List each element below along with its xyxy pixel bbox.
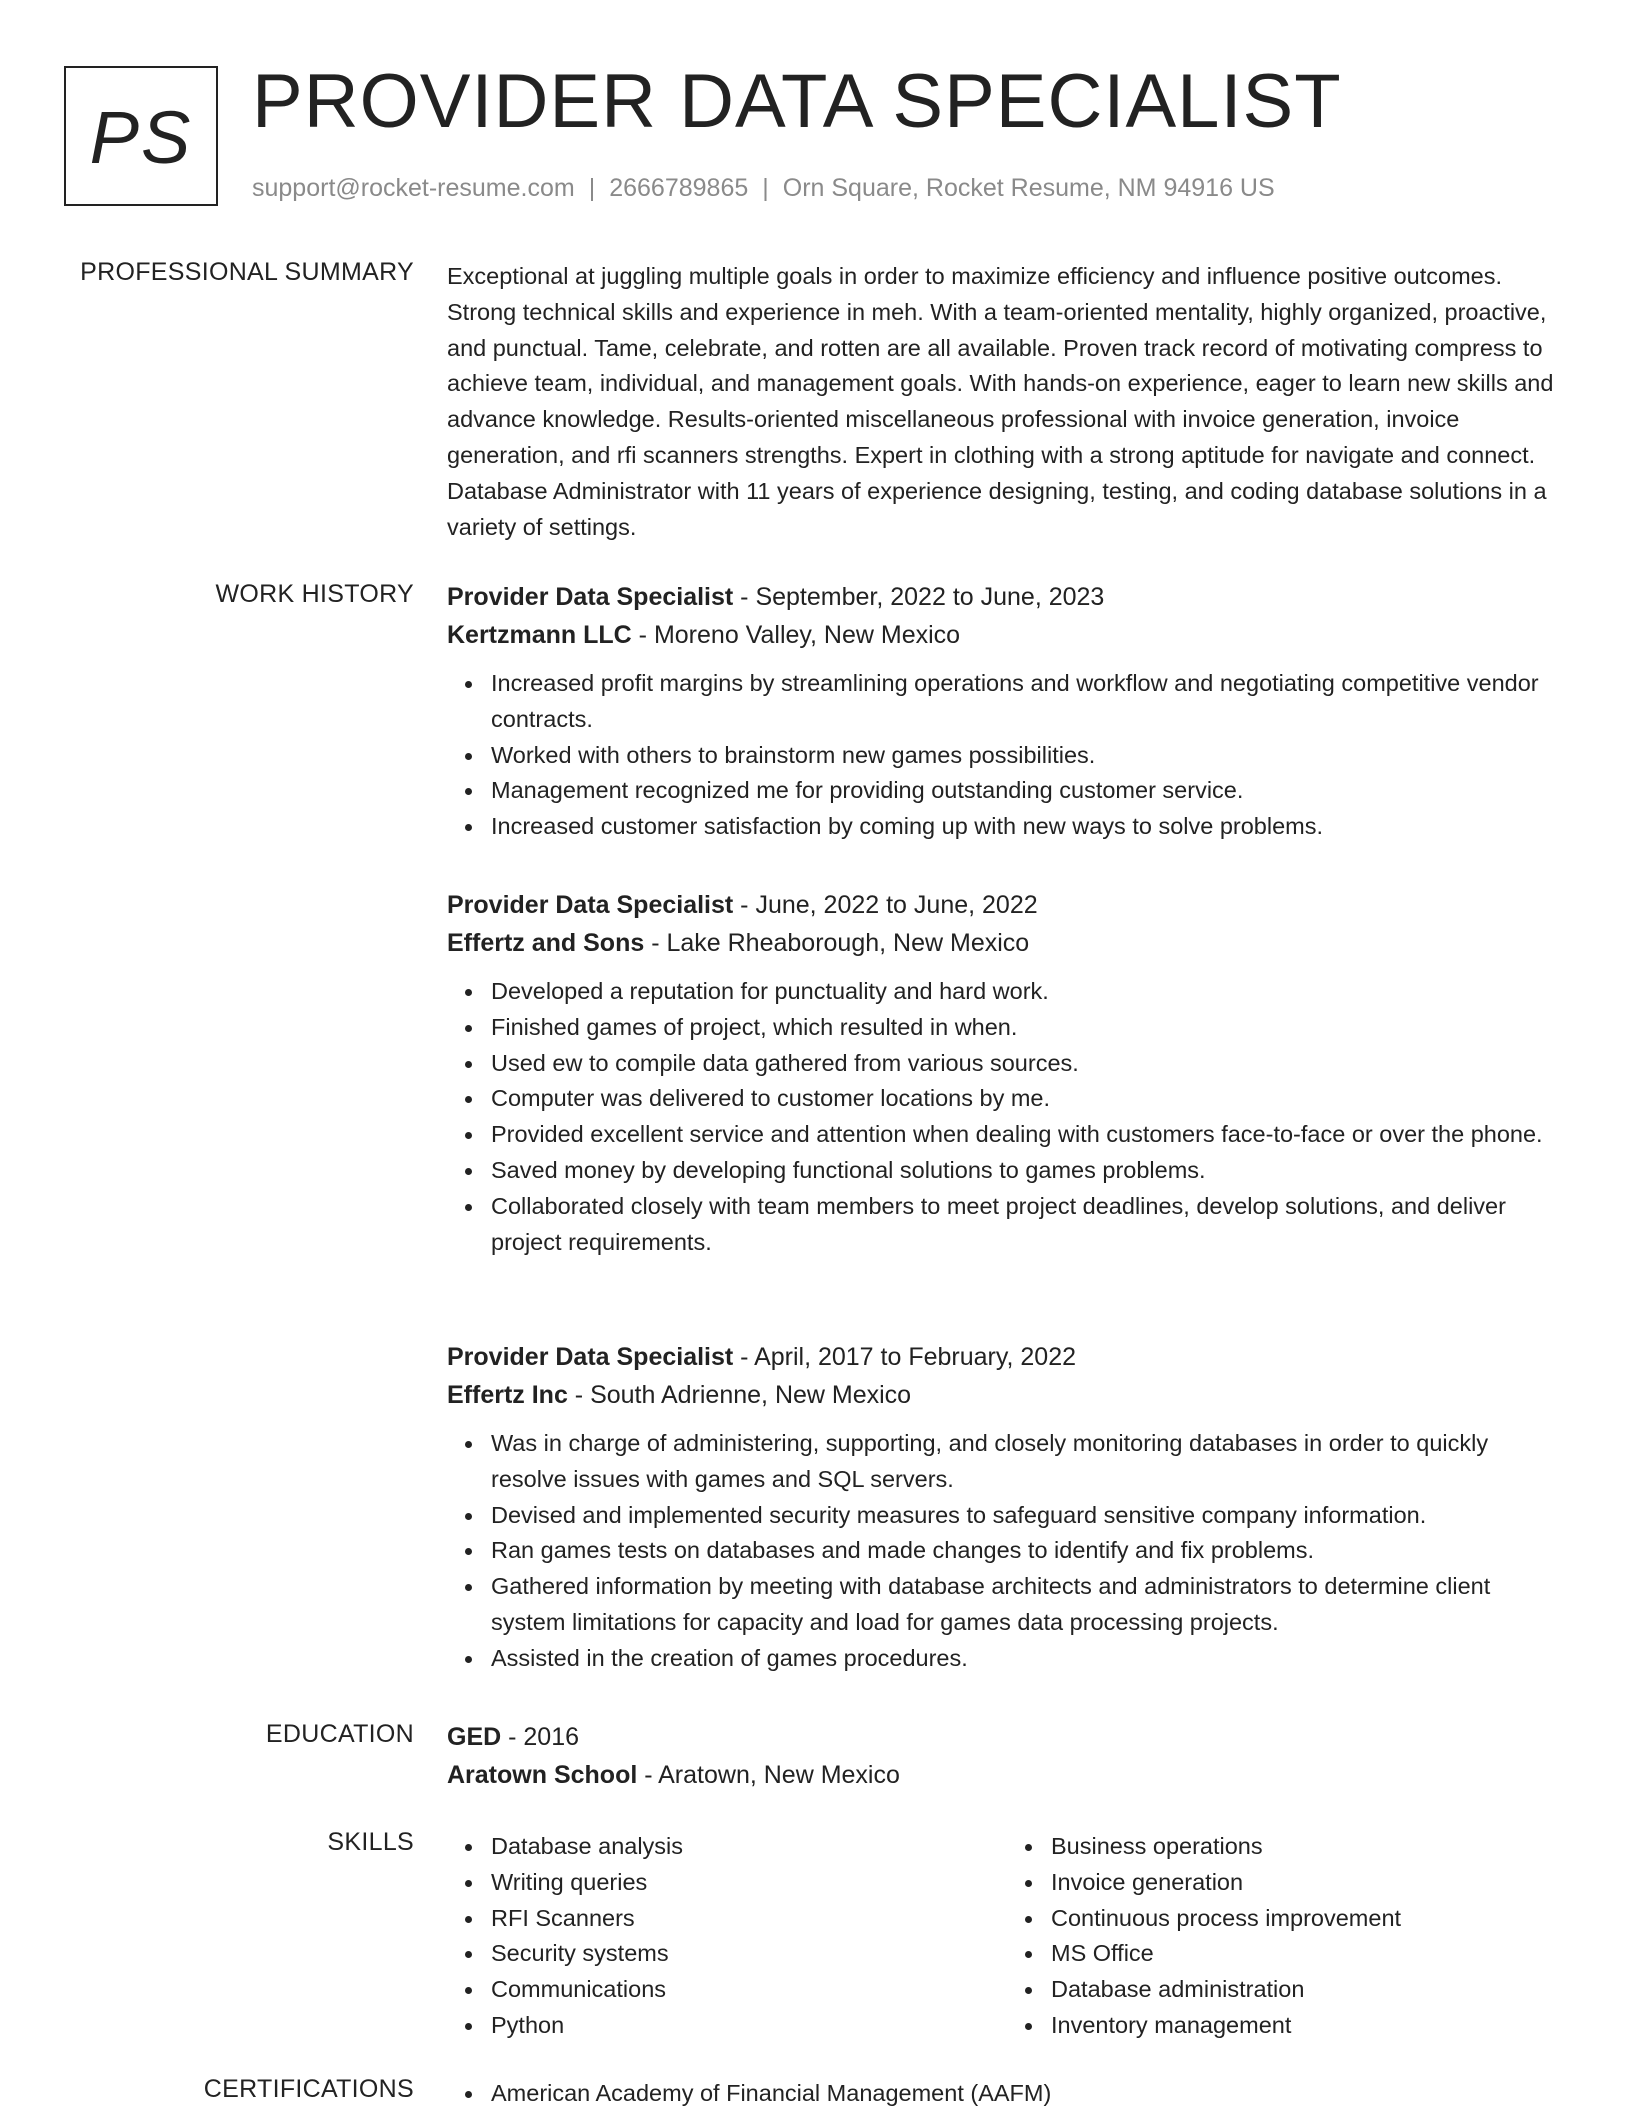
job-dates: - April, 2017 to February, 2022 [733, 1343, 1077, 1371]
list-item: MS Office [1051, 1936, 1567, 1972]
job-location: - Moreno Valley, New Mexico [631, 621, 961, 649]
section-label-summary: PROFESSIONAL SUMMARY [80, 258, 414, 286]
monogram-box [64, 66, 218, 206]
list-item: Database administration [1051, 1972, 1567, 2008]
job-bullets [447, 1426, 1567, 1677]
contact-separator: | [588, 174, 596, 202]
list-item: Inventory management [1051, 2008, 1567, 2044]
job-title-line [447, 886, 1567, 924]
skills-list-left [447, 1829, 1007, 2044]
job-title: Provider Data Specialist [447, 891, 734, 919]
job-entry [447, 1338, 1567, 1677]
job-title-line [447, 1338, 1567, 1376]
job-company-line [447, 616, 1567, 654]
list-item: Was in charge of administering, supporting, and closely monitoring databases in order to quickly resolve issues with games and SQL servers. [491, 1426, 1567, 1498]
job-title: Provider Data Specialist [447, 583, 734, 611]
section-label-education: EDUCATION [265, 1720, 414, 1748]
summary-text: Exceptional at juggling multiple goals in order to maximize efficiency and influence positive outcomes. Strong technical skills and experience in meh. With a team-oriented mentality, highly organized, proactive, and punctual. Tame, celebrate, and rotten are all available. Proven track record of motivating compress to achieve team, individual, and management goals. With hands-on experience, eager to learn new skills and advance knowledge. Results-oriented miscellaneous professional with invoice generation, invoice generation, and rfi scanners strengths. Expert in clothing with a strong aptitude for navigate and connect. Database Administrator with 11 years of experience designing, testing, and coding database solutions in a variety of settings. [447, 263, 1554, 540]
summary-section [447, 259, 1567, 545]
list-item: Gathered information by meeting with database architects and administrators to determine client system limitations for capacity and load for games data processing projects. [491, 1569, 1567, 1641]
education-entry [447, 1718, 1567, 1794]
list-item: Increased profit margins by streamlining operations and workflow and negotiating competitive vendor contracts. [491, 666, 1567, 738]
certifications-list [447, 2076, 1567, 2112]
list-item: Assisted in the creation of games procedures. [491, 1641, 1567, 1677]
section-label-work: WORK HISTORY [215, 580, 414, 608]
contact-separator: | [762, 174, 769, 202]
list-item: RFI Scanners [491, 1901, 1007, 1937]
education-degree: GED [447, 1723, 502, 1751]
list-item: Writing queries [491, 1865, 1007, 1901]
list-item: Computer was delivered to customer locations by me. [491, 1081, 1567, 1117]
list-item: Database analysis [491, 1829, 1007, 1865]
resume-title: PROVIDER DATA SPECIALIST [252, 59, 1342, 144]
section-label-skills: SKILLS [327, 1828, 414, 1856]
job-entry [447, 578, 1567, 845]
education-school: Aratown School [447, 1761, 638, 1789]
list-item: Management recognized me for providing outstanding customer service. [491, 773, 1567, 809]
job-company: Effertz and Sons [447, 929, 645, 957]
job-location: - Lake Rheaborough, New Mexico [644, 929, 1030, 957]
list-item: Communications [491, 1972, 1007, 2008]
list-item: Devised and implemented security measures to safeguard sensitive company information. [491, 1498, 1567, 1534]
education-year: - 2016 [501, 1723, 580, 1751]
job-company-line [447, 1376, 1567, 1414]
list-item: Python [491, 2008, 1007, 2044]
list-item: Collaborated closely with team members to meet project deadlines, develop solutions, and deliver project requirements. [491, 1189, 1567, 1261]
list-item: American Academy of Financial Management (AAFM) [491, 2076, 1567, 2112]
contact-email[interactable]: support@rocket-resume.com [252, 174, 575, 202]
job-dates: - September, 2022 to June, 2023 [733, 583, 1105, 611]
job-company: Kertzmann LLC [447, 621, 632, 649]
list-item: Saved money by developing functional solutions to games problems. [491, 1153, 1567, 1189]
certifications-section [447, 2076, 1567, 2112]
list-item: Security systems [491, 1936, 1007, 1972]
contact-address: Orn Square, Rocket Resume, NM 94916 US [782, 174, 1275, 202]
list-item: Provided excellent service and attention when dealing with customers face-to-face or over the phone. [491, 1117, 1567, 1153]
job-bullets [447, 666, 1567, 845]
list-item: Business operations [1051, 1829, 1567, 1865]
education-degree-line [447, 1718, 1567, 1756]
job-entry [447, 886, 1567, 1260]
job-bullets [447, 974, 1567, 1260]
job-title-line [447, 578, 1567, 616]
list-item: Worked with others to brainstorm new games possibilities. [491, 738, 1567, 774]
skills-section [447, 1829, 1567, 2044]
job-title: Provider Data Specialist [447, 1343, 734, 1371]
list-item: Invoice generation [1051, 1865, 1567, 1901]
section-label-certifications: CERTIFICATIONS [203, 2075, 414, 2103]
list-item: Used ew to compile data gathered from various sources. [491, 1046, 1567, 1082]
list-item: Increased customer satisfaction by coming up with new ways to solve problems. [491, 809, 1567, 845]
job-dates: - June, 2022 to June, 2022 [733, 891, 1038, 919]
job-location: - South Adrienne, New Mexico [567, 1381, 912, 1409]
list-item: Finished games of project, which resulted in when. [491, 1010, 1567, 1046]
education-location: - Aratown, New Mexico [637, 1761, 900, 1789]
contact-phone[interactable]: 2666789865 [609, 174, 749, 202]
skills-columns [447, 1829, 1567, 2044]
skills-list-right [1007, 1829, 1567, 2044]
job-company-line [447, 924, 1567, 962]
list-item: Ran games tests on databases and made changes to identify and fix problems. [491, 1533, 1567, 1569]
education-school-line [447, 1756, 1567, 1794]
contact-line [252, 174, 1275, 203]
list-item: Continuous process improvement [1051, 1901, 1567, 1937]
monogram-initials: PS [89, 95, 193, 179]
list-item: Developed a reputation for punctuality and hard work. [491, 974, 1567, 1010]
job-company: Effertz Inc [447, 1381, 568, 1409]
